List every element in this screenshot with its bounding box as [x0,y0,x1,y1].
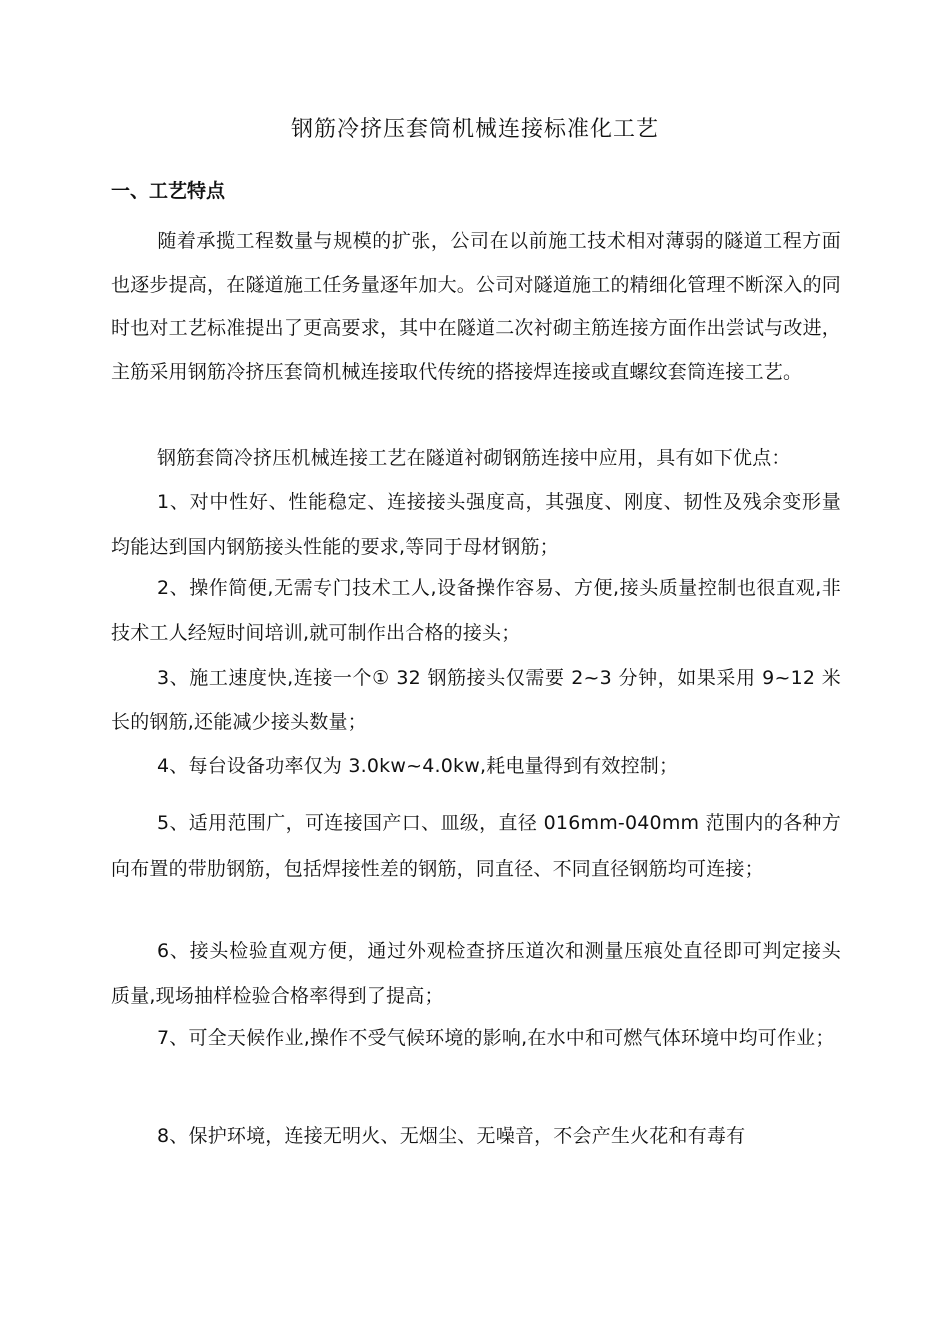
advantage-item [111,1114,841,1158]
advantage-item [111,744,841,788]
advantage-item-text: 6、接头检验直观方便，通过外观检查挤压道次和测量压痕处直径即可判定接头质量,现场抽样检验合格率得到了提高； [111,940,841,1007]
lead-text: 钢筋套筒冷挤压机械连接工艺在隧道衬砌钢筋连接中应用，具有如下优点： [157,447,791,469]
advantage-item-text: 3、施工速度快,连接一个① 32 钢筋接头仅需要 2~3 分钟，如果采用 9~12 米长的钢筋,还能减少接头数量； [111,667,841,733]
advantage-item [111,566,841,656]
document-title: 钢筋冷挤压套筒机械连接标准化工艺 [290,117,659,142]
advantage-item-text: 5、适用范围广，可连接国产口、皿级，直径 016mm-040mm 范围内的各种方向布置的带肋钢筋，包括焊接性差的钢筋，同直径、不同直径钢筋均可连接； [111,812,841,880]
advantage-item-text: 7、可全天候作业,操作不受气候环境的影响,在水中和可燃气体环境中均可作业； [157,1027,835,1049]
advantage-item-text: 1、对中性好、性能稳定、连接接头强度高，其强度、刚度、韧性及残余变形量均能达到国内钢筋接头性能的要求,等同于母材钢筋； [111,491,841,558]
lead-paragraph [111,437,841,480]
advantage-item [111,480,841,570]
advantage-item-text: 2、操作简便,无需专门技术工人,设备操作容易、方便,接头质量控制也很直观,非技术工人经短时间培训,就可制作出合格的接头； [111,577,841,644]
intro-paragraph [111,220,841,394]
section-heading: 一、工艺特点 [111,180,226,202]
advantage-item [111,929,841,1019]
advantage-item [111,656,841,744]
advantage-item-text: 8、保护环境，连接无明火、无烟尘、无噪音，不会产生火花和有毒有 [157,1125,746,1147]
advantage-item-text: 4、每台设备功率仅为 3.0kw~4.0kw,耗电量得到有效控制； [157,755,679,777]
advantage-item [111,1016,841,1061]
intro-text: 随着承揽工程数量与规模的扩张，公司在以前施工技术相对薄弱的隧道工程方面也逐步提高，在隧道施工任务量逐年加大。公司对隧道施工的精细化管理不断深入的同时也对工艺标准提出了更高要求，其中在隧道二次衬砌主筋连接方面作出尝试与改进，主筋采用钢筋冷挤压套筒机械连接取代传统的搭接焊连接或直螺纹套筒连接工艺。 [111,230,841,383]
advantage-item [111,800,841,892]
